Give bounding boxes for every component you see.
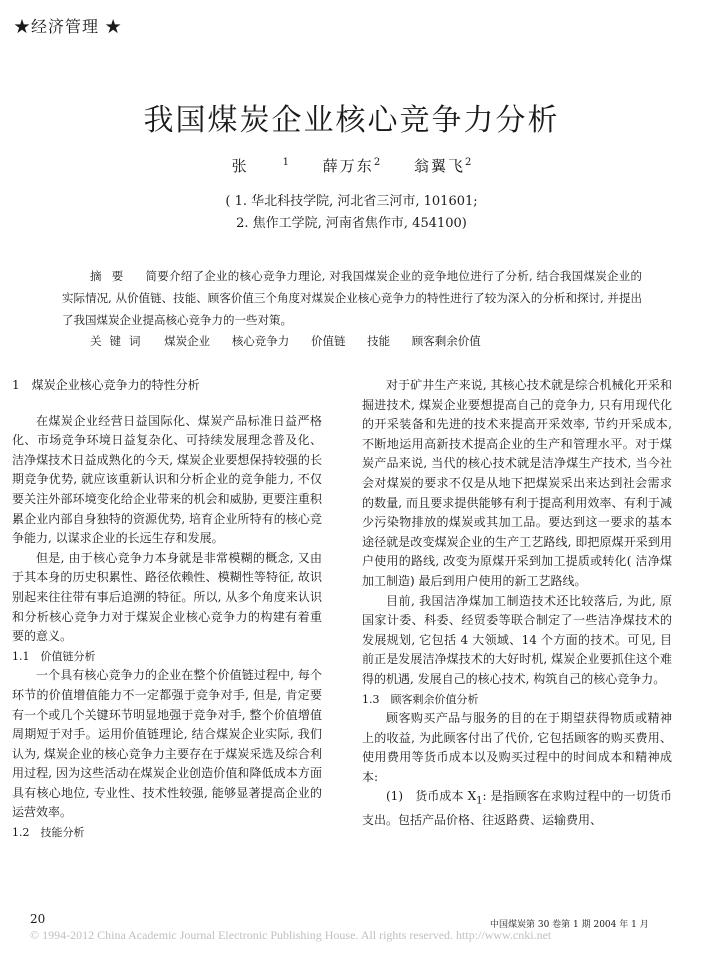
- keyword: 顾客剩余价值: [411, 334, 481, 348]
- keyword: 技能: [367, 334, 391, 348]
- list-item-text: : 是指顾客在求购过程中的一切货币支出。包括产品价格、往返路费、运输费用、: [362, 789, 672, 828]
- body-paragraph: 对于矿井生产来说, 其核心技术就是综合机械化开采和掘进技术, 煤炭企业要想提高自己的竞争力, 只有用现代化的开采装备和先进的技术来提高开采效率, 节约开采成本, 不断地运用高新技术提高企业的生产和管理水平。对于煤炭产品来说, 当代的核心技术就是洁净煤生产技术, 当今社会对煤炭的要求不仅是从地下把煤炭采出来达到社会需求的数量, 而且要求提供能够有利于提高利用效率、有利于减少污染物排放的煤炭或其加工品。要达到这一要求的基本途径就是改变煤炭企业的生产工艺路线, 即把原煤开采到用户使用的路线, 改变为原煤开采到加工提质或转化( 洁净煤加工制造) 最后到用户使用的新工艺路线。: [362, 378, 672, 588]
- subsection-heading: 1.2 技能分析: [12, 826, 85, 840]
- keyword: 价值链: [310, 334, 346, 348]
- author-superscript: 1: [282, 157, 289, 168]
- keywords: [90, 333, 499, 349]
- journal-info: 中国煤炭第 30 卷第 1 期 2004 年 1 月: [490, 920, 649, 930]
- keyword: 煤炭企业: [164, 334, 211, 348]
- body-paragraph: 在煤炭企业经营日益国际化、煤炭产品标准日益严格化、市场竞争环境日益复杂化、可持续发展理念普及化、洁净煤技术日益成熟化的今天, 煤炭企业要想保持较强的长期竞争优势, 就应该重新认识和分析企业的竞争能力, 不仅要关注外部环境变化给企业带来的机会和威胁, 更要注重积累企业内部自身独特的资源优势, 培育企业所特有的核心竞争能力, 以谋求企业的长远生存和发展。: [12, 413, 322, 546]
- subscript: 1: [476, 795, 483, 807]
- section-tag: ★经济管理 ★: [14, 17, 123, 36]
- subsection-heading: 1.3 顾客剩余价值分析: [362, 692, 479, 706]
- left-column: [12, 376, 322, 843]
- author-name: 翁翼飞: [414, 157, 466, 175]
- keyword: 核心竞争力: [231, 334, 290, 348]
- body-paragraph: 但是, 由于核心竞争力本身就是非常模糊的概念, 又由于其本身的历史积累性、路径依赖性、模糊性等特征, 故识别起来往往带有事后追溯的特征。所以, 从多个角度来认识和分析核心竞争力对于煤炭企业核心竞争力的构建有着重要的意义。: [12, 550, 322, 644]
- body-paragraph: 一个具有核心竞争力的企业在整个价值链过程中, 每个环节的价值增值能力不一定都强于竞争对手, 但是, 肯定要有一个或几个关键环节明显地强于竞争对手, 整个价值增值周期短于对手。运用价值链理论, 结合煤炭企业实际, 我们认为, 煤炭企业的核心竞争力主要存在于煤炭采选及综合利用过程, 因为这些活动在煤炭企业创造价值和降低成本方面具有核心地位, 专业性、技术性较强, 能够显著提高企业的运营效率。: [12, 668, 322, 820]
- section-heading: 1 煤炭企业核心竞争力的特性分析: [12, 378, 200, 392]
- author-superscript: 2: [373, 157, 381, 168]
- page-number: 20: [30, 912, 46, 926]
- author-name: 张: [231, 157, 283, 175]
- subsection-heading: 1.1 价值链分析: [12, 649, 96, 663]
- body-paragraph: 顾客购买产品与服务的目的在于期望获得物质或精神上的收益, 为此顾客付出了代价, 它包括顾客的购买费用、使用费用等货币成本以及购买过程中的时间成本和精神成本:: [362, 711, 672, 784]
- keywords-label: 关键词: [90, 334, 149, 348]
- body-paragraph: 目前, 我国洁净煤加工制造技术还比较落后, 为此, 原国家计委、科委、经贸委等联合制定了一些洁净煤技术的发展规划, 它包括 4 大领域、14 个方面的技术。可见, 目前正是发展洁净煤技术的大好时机, 煤炭企业要抓住这个难得的机遇, 发展自己的核心技术, 构筑自己的核心竞争力。: [362, 593, 672, 686]
- right-column: [362, 376, 672, 831]
- author-list: [0, 155, 703, 176]
- copyright-watermark: © 1994-2012 China Academic Journal Electronic Publishing House. All rights reserved. http://www.cnki.net: [30, 928, 552, 942]
- author-name: 薛万东: [322, 157, 374, 175]
- abstract-text: 简要介绍了企业的核心竞争力理论, 对我国煤炭企业的竞争地位进行了分析, 结合我国煤炭企业的实际情况, 从价值链、技能、顾客价值三个角度对煤炭企业核心竞争力的特性进行了较为深入的分析和探讨, 并提出了我国煤炭企业提高核心竞争力的一些对策。: [62, 269, 642, 327]
- author-superscript: 2: [465, 157, 472, 168]
- affiliation-2: 2. 焦作工学院, 河南省焦作市, 454100): [236, 216, 467, 231]
- affiliation-1: ( 1. 华北科技学院, 河北省三河市, 101601;: [225, 194, 478, 209]
- article-title: 我国煤炭企业核心竞争力分析: [143, 103, 560, 138]
- list-item-text: (1) 货币成本 X: [386, 789, 477, 804]
- body-paragraph: [362, 787, 672, 831]
- abstract-label: 摘要: [90, 269, 134, 283]
- abstract: [62, 265, 642, 331]
